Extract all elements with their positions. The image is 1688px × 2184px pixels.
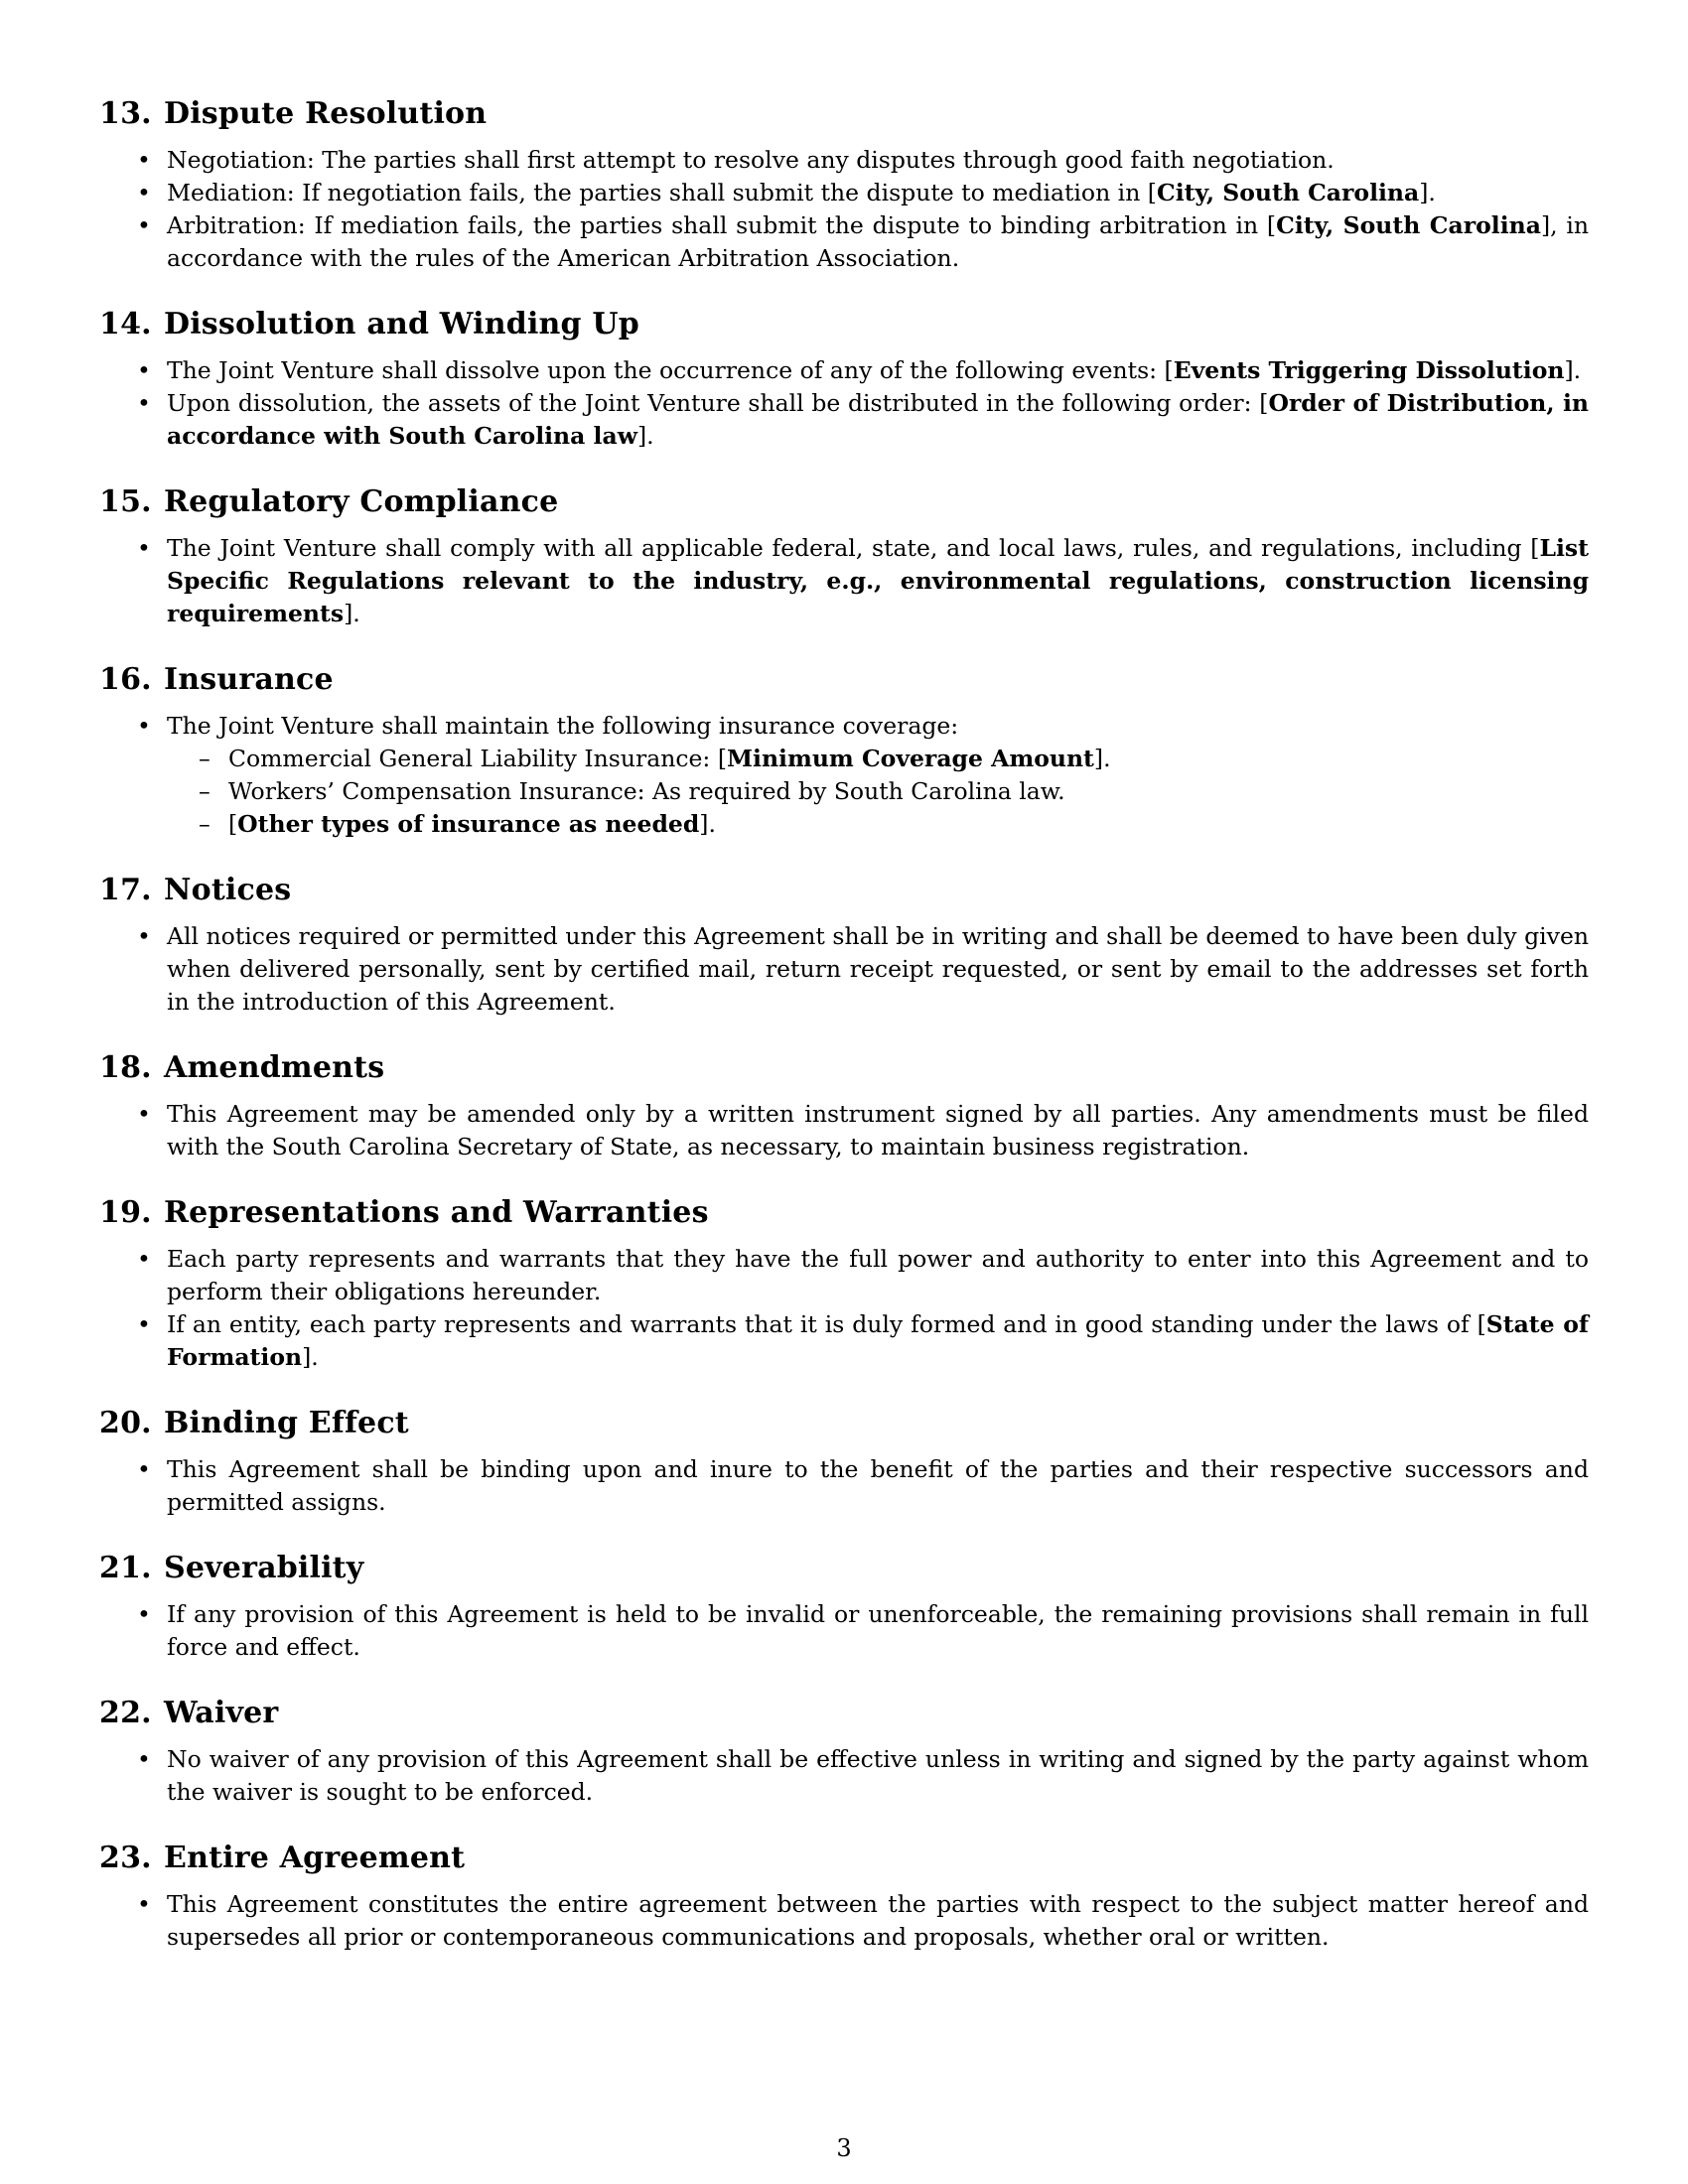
- bullet-item: [167, 354, 1589, 387]
- placeholder-field: State of Formation: [167, 1310, 1590, 1371]
- bullet-item: [167, 1598, 1589, 1664]
- section-number: 19.: [99, 1195, 152, 1230]
- section-number: 17.: [99, 873, 152, 907]
- bullet-item: [167, 387, 1589, 453]
- item-text: If any provision of this Agreement is held to be invalid or unenforceable, the remaining provisions shall remain in full force and effect.: [167, 1600, 1589, 1661]
- item-text: [: [228, 810, 238, 838]
- section-heading: [99, 482, 1589, 522]
- placeholder-field: Order of Distribution, in accordance with South Carolina law: [167, 389, 1589, 450]
- item-text: This Agreement constitutes the entire agreement between the parties with respect to the subject matter hereof and supersedes all prior or contemporaneous communications and proposals, whether oral or written.: [167, 1890, 1589, 1951]
- section-heading: [99, 94, 1589, 134]
- section: [99, 94, 1589, 275]
- section: [99, 482, 1589, 630]
- bullet-item: [167, 209, 1589, 275]
- item-text-end: ].: [636, 422, 654, 450]
- bullet-item: [167, 1743, 1589, 1809]
- bullet-list: [99, 1098, 1589, 1163]
- item-text-end: ].: [1564, 356, 1582, 384]
- bullet-list: [99, 144, 1589, 275]
- item-text-end: ].: [302, 1343, 319, 1371]
- section-title: Notices: [164, 873, 292, 907]
- document-page: [99, 94, 1589, 1983]
- section: [99, 1404, 1589, 1519]
- section-heading: [99, 1839, 1589, 1878]
- item-text-end: ].: [699, 810, 716, 838]
- item-text-end: ].: [1093, 745, 1111, 772]
- placeholder-field: Other types of insurance as needed: [237, 810, 700, 838]
- section: [99, 305, 1589, 453]
- section-number: 20.: [99, 1406, 152, 1440]
- section-heading: [99, 871, 1589, 910]
- section-heading: [99, 1549, 1589, 1588]
- placeholder-field: Events Triggering Dissolution: [1173, 356, 1565, 384]
- section-heading: [99, 1193, 1589, 1233]
- bullet-item: [167, 177, 1589, 209]
- item-text: This Agreement may be amended only by a written instrument signed by all parties. Any amendments must be filed with the South Carolina Secretary of State, as necessary, to maintain business registration.: [167, 1100, 1589, 1160]
- bullet-item: [167, 144, 1589, 177]
- section-number: 22.: [99, 1696, 152, 1730]
- section-heading: [99, 1694, 1589, 1733]
- bullet-list: [99, 1743, 1589, 1809]
- bullet-item: [167, 532, 1589, 630]
- item-text: This Agreement shall be binding upon and inure to the benefit of the parties and their respective successors and permitted assigns.: [167, 1455, 1589, 1516]
- section-number: 15.: [99, 484, 152, 519]
- item-text-end: ].: [1419, 179, 1436, 206]
- bullet-item: [167, 1243, 1589, 1308]
- section: [99, 1839, 1589, 1954]
- bullet-item: [167, 1453, 1589, 1519]
- bullet-list: [99, 1453, 1589, 1519]
- section-number: 23.: [99, 1841, 152, 1875]
- sections-container: [99, 94, 1589, 1954]
- bullet-item: [167, 1308, 1589, 1374]
- section-title: Severability: [164, 1551, 364, 1585]
- section-number: 13.: [99, 96, 152, 131]
- item-text-end: ], in accordance with the rules of the American Arbitration Association.: [167, 211, 1589, 272]
- section-title: Regulatory Compliance: [164, 484, 559, 519]
- bullet-item: [167, 920, 1589, 1019]
- sub-list: [167, 743, 1589, 841]
- item-text: Negotiation: The parties shall first attempt to resolve any disputes through good faith negotiation.: [167, 146, 1335, 174]
- section-title: Binding Effect: [164, 1406, 409, 1440]
- item-text: Commercial General Liability Insurance: [: [228, 745, 727, 772]
- section: [99, 1549, 1589, 1664]
- section: [99, 871, 1589, 1019]
- item-text: Each party represents and warrants that they have the full power and authority to enter into this Agreement and to perform their obligations hereunder.: [167, 1245, 1589, 1305]
- item-text: Arbitration: If mediation fails, the parties shall submit the dispute to binding arbitration in [: [167, 211, 1277, 239]
- section-title: Amendments: [164, 1050, 385, 1085]
- section-title: Waiver: [164, 1696, 279, 1730]
- section-heading: [99, 1048, 1589, 1088]
- section: [99, 1694, 1589, 1809]
- section: [99, 660, 1589, 841]
- section-title: Entire Agreement: [164, 1841, 466, 1875]
- sub-list-item: [228, 808, 1589, 841]
- bullet-list: [99, 1598, 1589, 1664]
- section-title: Dispute Resolution: [164, 96, 488, 131]
- placeholder-field: List Specific Regulations relevant to the industry, e.g., environmental regulations, construction licensing requirements: [167, 534, 1589, 627]
- item-text: All notices required or permitted under this Agreement shall be in writing and shall be deemed to have been duly given when delivered personally, sent by certified mail, return receipt requested, or sent by email to the addresses set forth in the introduction of this Agreement.: [167, 922, 1589, 1016]
- section-number: 18.: [99, 1050, 152, 1085]
- placeholder-field: City, South Carolina: [1276, 211, 1541, 239]
- item-text: The Joint Venture shall maintain the following insurance coverage:: [167, 712, 959, 740]
- section-heading: [99, 660, 1589, 700]
- section-title: Dissolution and Winding Up: [164, 307, 639, 341]
- section-title: Representations and Warranties: [164, 1195, 709, 1230]
- section-title: Insurance: [164, 662, 334, 697]
- item-text-end: ].: [344, 600, 360, 627]
- bullet-list: [99, 354, 1589, 453]
- section-heading: [99, 305, 1589, 344]
- bullet-item: [167, 1888, 1589, 1954]
- bullet-item: [167, 710, 1589, 841]
- item-text: Upon dissolution, the assets of the Joint Venture shall be distributed in the following order: [: [167, 389, 1269, 417]
- bullet-list: [99, 532, 1589, 630]
- section-heading: [99, 1404, 1589, 1443]
- section: [99, 1048, 1589, 1163]
- sub-list-item: [228, 775, 1589, 808]
- item-text: If an entity, each party represents and warrants that it is duly formed and in good standing under the laws of [: [167, 1310, 1486, 1338]
- section: [99, 1193, 1589, 1374]
- bullet-list: [99, 920, 1589, 1019]
- item-text: No waiver of any provision of this Agreement shall be effective unless in writing and signed by the party against whom the waiver is sought to be enforced.: [167, 1745, 1589, 1806]
- sub-list-item: [228, 743, 1589, 775]
- bullet-list: [99, 710, 1589, 841]
- placeholder-field: Minimum Coverage Amount: [727, 745, 1094, 772]
- bullet-item: [167, 1098, 1589, 1163]
- page-number: 3: [836, 2134, 852, 2162]
- section-number: 21.: [99, 1551, 152, 1585]
- section-number: 16.: [99, 662, 152, 697]
- placeholder-field: City, South Carolina: [1156, 179, 1420, 206]
- bullet-list: [99, 1888, 1589, 1954]
- bullet-list: [99, 1243, 1589, 1374]
- item-text: The Joint Venture shall dissolve upon the occurrence of any of the following events: [: [167, 356, 1174, 384]
- item-text: The Joint Venture shall comply with all applicable federal, state, and local laws, rules, and regulations, including [: [167, 534, 1540, 562]
- item-text: Mediation: If negotiation fails, the parties shall submit the dispute to mediation in [: [167, 179, 1157, 206]
- item-text: Workers’ Compensation Insurance: As required by South Carolina law.: [228, 777, 1065, 805]
- section-number: 14.: [99, 307, 152, 341]
